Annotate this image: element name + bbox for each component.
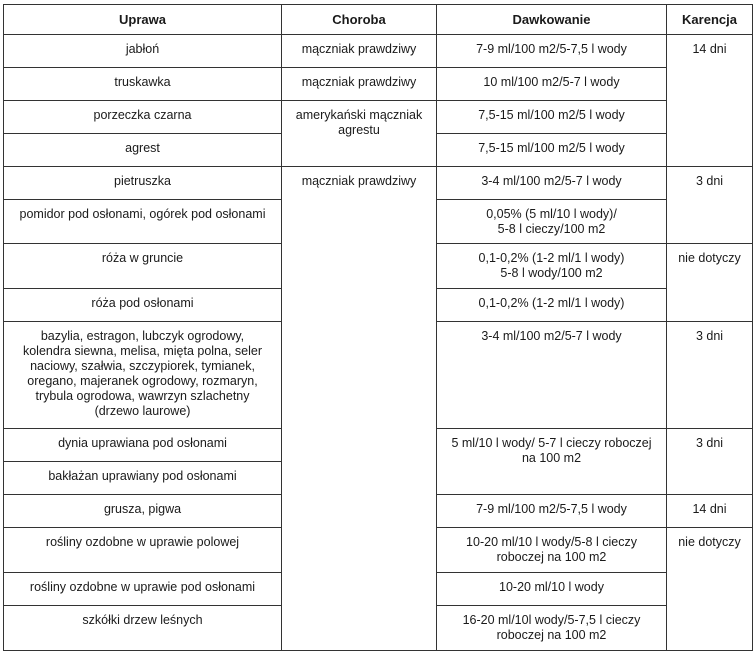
header-choroba: Choroba <box>282 5 437 35</box>
cell-dawkowanie: 0,1-0,2% (1-2 ml/1 l wody) <box>437 289 667 322</box>
cell-uprawa: rośliny ozdobne w uprawie pod osłonami <box>4 573 282 606</box>
cell-dawkowanie: 10-20 ml/10 l wody <box>437 573 667 606</box>
cell-uprawa: bakłażan uprawiany pod osłonami <box>4 462 282 495</box>
cell-dawkowanie: 0,05% (5 ml/10 l wody)/ 5-8 l cieczy/100 m2 <box>437 200 667 244</box>
cell-dawkowanie: 10-20 ml/10 l wody/5-8 l cieczy roboczej na 100 m2 <box>437 528 667 573</box>
cell-karencja: 3 dni <box>667 167 753 244</box>
dosage-table <box>3 4 753 651</box>
cell-dawkowanie: 0,1-0,2% (1-2 ml/1 l wody) 5-8 l wody/100 m2 <box>437 244 667 289</box>
cell-dawkowanie: 16-20 ml/10l wody/5-7,5 l cieczy roboczej na 100 m2 <box>437 606 667 651</box>
cell-uprawa: rośliny ozdobne w uprawie polowej <box>4 528 282 573</box>
cell-dawkowanie: 5 ml/10 l wody/ 5-7 l cieczy roboczej na 100 m2 <box>437 429 667 495</box>
cell-uprawa: jabłoń <box>4 35 282 68</box>
cell-karencja: nie dotyczy <box>667 528 753 651</box>
cell-karencja: 14 dni <box>667 495 753 528</box>
cell-uprawa: dynia uprawiana pod osłonami <box>4 429 282 462</box>
table-row <box>4 167 753 200</box>
cell-dawkowanie: 7,5-15 ml/100 m2/5 l wody <box>437 134 667 167</box>
cell-uprawa: szkółki drzew leśnych <box>4 606 282 651</box>
cell-karencja: nie dotyczy <box>667 244 753 322</box>
cell-karencja: 3 dni <box>667 322 753 429</box>
cell-uprawa: truskawka <box>4 68 282 101</box>
header-uprawa: Uprawa <box>4 5 282 35</box>
cell-choroba: mączniak prawdziwy <box>282 35 437 68</box>
table-wrapper <box>3 4 753 651</box>
cell-dawkowanie: 10 ml/100 m2/5-7 l wody <box>437 68 667 101</box>
cell-dawkowanie: 7,5-15 ml/100 m2/5 l wody <box>437 101 667 134</box>
cell-choroba: amerykański mączniak agrestu <box>282 101 437 167</box>
header-karencja: Karencja <box>667 5 753 35</box>
cell-choroba: mączniak prawdziwy <box>282 167 437 651</box>
cell-uprawa: bazylia, estragon, lubczyk ogrodowy, kolendra siewna, melisa, mięta polna, seler naciowy, szałwia, szczypiorek, tymianek, oregano, majeranek ogrodowy, rozmaryn, trybula ogrodowa, wawrzyn szlachetny (drzewo laurowe) <box>4 322 282 429</box>
table-row <box>4 68 753 101</box>
cell-uprawa: pietruszka <box>4 167 282 200</box>
cell-uprawa: pomidor pod osłonami, ogórek pod osłonami <box>4 200 282 244</box>
header-dawkowanie: Dawkowanie <box>437 5 667 35</box>
cell-karencja: 3 dni <box>667 429 753 495</box>
cell-dawkowanie: 7-9 ml/100 m2/5-7,5 l wody <box>437 35 667 68</box>
cell-uprawa: porzeczka czarna <box>4 101 282 134</box>
cell-choroba: mączniak prawdziwy <box>282 68 437 101</box>
cell-dawkowanie: 3-4 ml/100 m2/5-7 l wody <box>437 167 667 200</box>
cell-dawkowanie: 7-9 ml/100 m2/5-7,5 l wody <box>437 495 667 528</box>
cell-uprawa: róża pod osłonami <box>4 289 282 322</box>
table-row <box>4 101 753 134</box>
cell-uprawa: agrest <box>4 134 282 167</box>
cell-karencja: 14 dni <box>667 35 753 167</box>
cell-dawkowanie: 3-4 ml/100 m2/5-7 l wody <box>437 322 667 429</box>
cell-uprawa: grusza, pigwa <box>4 495 282 528</box>
cell-uprawa: róża w gruncie <box>4 244 282 289</box>
header-row <box>4 5 753 35</box>
table-row <box>4 35 753 68</box>
